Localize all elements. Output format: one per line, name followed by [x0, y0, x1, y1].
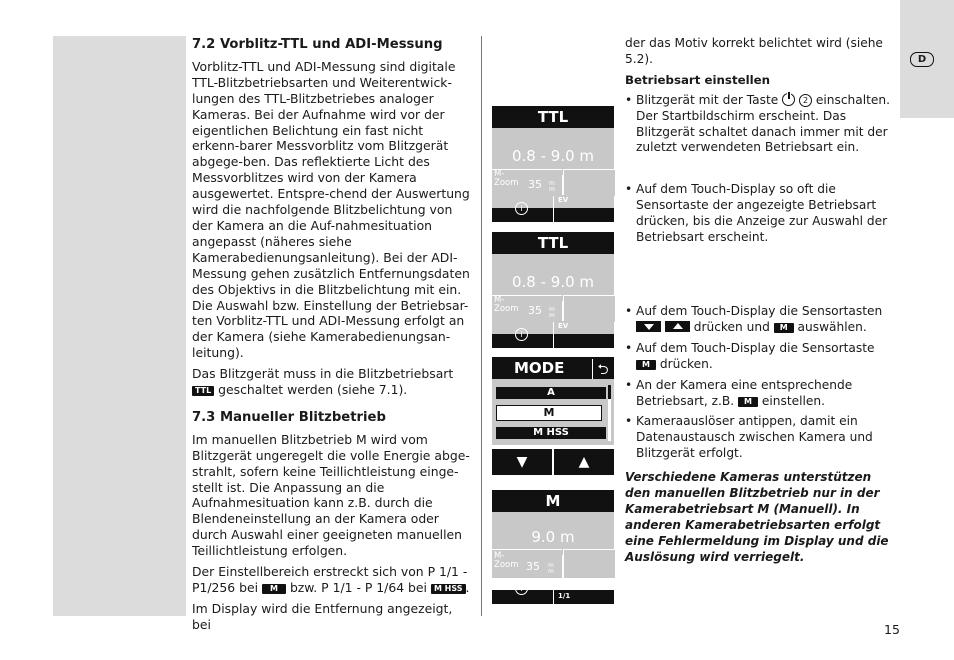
ttl-badge: TTL	[192, 386, 214, 396]
display-mode-title: TTL	[492, 232, 614, 254]
mode-list	[492, 379, 614, 445]
info-icon[interactable]: i	[515, 328, 528, 341]
m-badge: M	[636, 360, 656, 370]
mode-item-m[interactable]: M	[496, 405, 602, 421]
paragraph: Das Blitzgerät muss in die Blitzbetriebsart TTL geschaltet werden (siehe 7.1).	[192, 366, 454, 398]
list-item: • Auf dem Touch-Display die Sensortaste M drücken.	[625, 341, 897, 373]
display-range: 0.8 - 9.0 m	[511, 273, 595, 291]
zoom-value: 35	[526, 560, 540, 573]
paragraph: Im Display wird die Entfernung angezeigt, bei	[192, 600, 453, 632]
paragraph: der das Motiv korrekt belichtet wird (siehe 5.2).	[625, 36, 883, 66]
ev-label[interactable]: EV	[558, 196, 569, 204]
zoom-label: M- Zoom	[494, 169, 519, 188]
display-ttl-2	[492, 232, 614, 348]
zoom-unit: m m	[548, 562, 554, 575]
zoom-label: M- Zoom	[494, 551, 519, 570]
m-hss-badge: M HSS	[431, 584, 466, 594]
info-icon[interactable]: i	[515, 582, 528, 595]
left-gray-bar	[53, 36, 186, 616]
arrow-down-icon: ▼	[516, 454, 528, 470]
power-value[interactable]: 1/1	[558, 592, 571, 600]
arrow-up-icon	[665, 321, 690, 332]
zoom-unit: m m	[549, 306, 555, 319]
arrow-up-icon: ▲	[578, 454, 590, 470]
language-tag: D	[910, 52, 934, 67]
display-zoom-area-right	[563, 169, 615, 196]
mode-item-m-hss[interactable]: M HSS	[496, 427, 606, 439]
back-icon[interactable]: ⮌	[592, 359, 613, 383]
list-item: • Auf dem Touch-Display so oft die Sensortaste der angezeigte Betriebsart drücken, bis die Anzeige zur Auswahl der Betriebsart erscheint.	[625, 182, 897, 246]
arrow-down-button[interactable]	[492, 449, 552, 475]
p-label[interactable]: P	[558, 578, 564, 586]
display-mode-title: M	[492, 490, 614, 512]
note: Verschiedene Kameras unterstützen den manuellen Blitzbetrieb nur in der Kamerabetriebsart M (Manuell). In anderen Kamerabetriebsarten erfolgt eine Fehlermeldung im Display und die Auslösung wird verriegelt.	[625, 470, 889, 564]
list-item: • An der Kamera eine entsprechende Betriebsart, z.B. M einstellen.	[625, 378, 897, 410]
display-ttl-1	[492, 106, 614, 222]
zoom-label: M- Zoom	[494, 295, 519, 314]
display-divider	[553, 322, 554, 348]
display-zoom-area-right	[563, 295, 615, 322]
m-badge: M	[774, 323, 794, 333]
list-item: • Auf dem Touch-Display die Sensortasten drücken und M auswählen.	[625, 304, 897, 336]
section-heading-7-3: 7.3 Manueller Blitzbetrieb	[192, 409, 386, 425]
display-manual	[492, 486, 614, 604]
display-zoom-area-right	[563, 549, 615, 578]
display-mode-title: TTL	[492, 106, 614, 128]
info-icon[interactable]: i	[515, 202, 528, 215]
mode-list-scroll-thumb[interactable]	[608, 385, 611, 399]
m-badge: M	[738, 397, 758, 407]
arrow-down-icon	[636, 321, 661, 332]
zoom-value: 35	[528, 304, 542, 317]
paragraph: Vorblitz-TTL und ADI-Messung sind digitale TTL-Blitzbetriebsarten und Weiterentwick-lungen des TTL-Blitzbetriebes analoger Kameras. Bei der Aufnahme wird vor der eigentlichen Belichtung ein fast nicht erkenn-barer Messvorblitz vom Blitzgerät abgege-ben. Das reflektierte Licht des Messvorblitzes wird von der Kamera ausgewertet. Entspre-chend der Auswertung wird die nachfolgende Blitzbelichtung von der Kamera an die Auf-nahmesituation angepasst (näheres siehe Kamerabedienungsanleitung). Bei der ADI-Messung gehen zusätzlich Entfernungsdaten des Objektivs in die Blitzbelichtung mit ein. Die Auswahl bzw. Einstellung der Betriebsar-ten Vorblitz-TTL und ADI-Messung erfolgt an der Kamera (siehe Kamerabedienungsan-leitung).	[192, 58, 470, 361]
ev-label[interactable]: EV	[558, 322, 569, 330]
display-range: 0.8 - 9.0 m	[511, 147, 595, 165]
power-icon	[782, 93, 795, 106]
zoom-value: 35	[528, 178, 542, 191]
m-badge: M	[262, 584, 286, 594]
display-divider	[553, 196, 554, 222]
right-column	[625, 36, 897, 571]
mode-item-a[interactable]: A	[496, 387, 606, 399]
list-item: • Blitzgerät mit der Taste 2 einschalten. Der Startbildschirm erscheint. Das Blitzgerät schaltet danach immer mit der zuletzt verwendeten Betriebsart ein.	[625, 93, 897, 157]
number-2-icon: 2	[799, 94, 812, 107]
paragraph: Im manuellen Blitzbetrieb M wird vom Blitzgerät ungeregelt die volle Energie abge-strahlt, sofern keine Teillichtleistung einge-stellt ist. Die Anpassung an die Aufnahmesituation kann z.B. durch die Blendeneinstellung an der Kamera oder durch Auswahl einer geeigneten manuellen Teillichtleistung erfolgen.	[192, 431, 470, 559]
section-heading-7-2: 7.2 Vorblitz-TTL und ADI-Messung	[192, 37, 443, 52]
zoom-unit: m m	[549, 180, 555, 193]
display-range: 9.0 m	[531, 528, 575, 546]
display-divider	[553, 578, 554, 604]
display-mode-select	[492, 357, 614, 475]
left-column	[192, 37, 470, 638]
column-divider	[481, 36, 482, 616]
paragraph: Der Einstellbereich erstreckt sich von P 1/1 - P1/256 bei M bzw. P 1/1 - P 1/64 bei M HSS .	[192, 564, 470, 595]
arrow-up-button[interactable]	[554, 449, 614, 475]
page-number: 15	[884, 622, 900, 637]
list-item: • Kameraauslöser antippen, damit ein Datenaustausch zwischen Kamera und Blitzgerät erfolgt.	[625, 414, 897, 462]
subheading: Betriebsart einstellen	[625, 72, 771, 87]
display-mode-title: MODE	[492, 357, 614, 379]
